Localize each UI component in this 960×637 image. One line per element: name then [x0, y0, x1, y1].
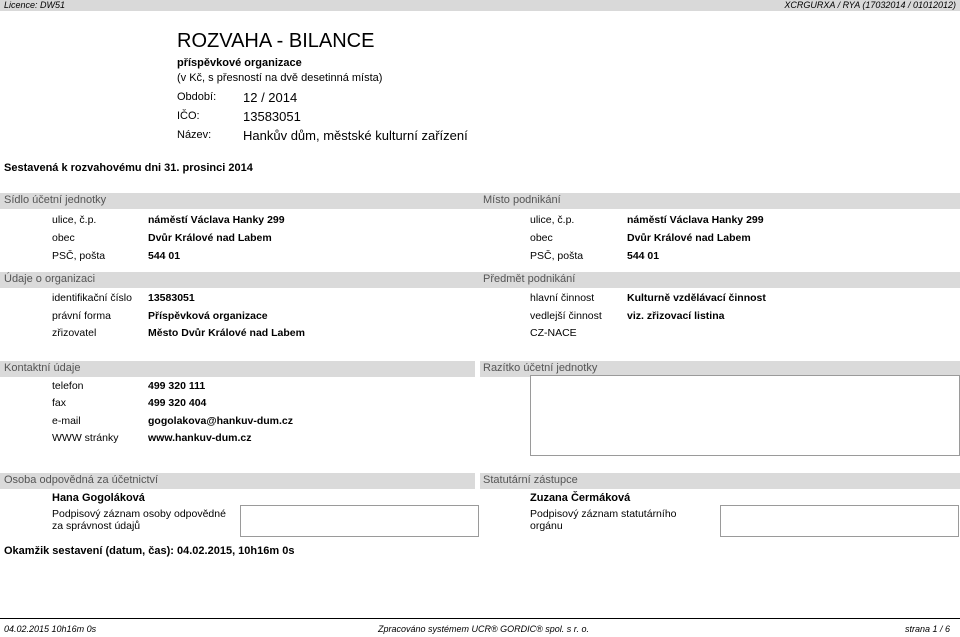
name-value: Hankův dům, městské kulturní zařízení	[243, 128, 468, 143]
seat-city-label: obec	[52, 232, 75, 244]
footer-divider	[0, 618, 960, 619]
seat-street-label: ulice, č.p.	[52, 214, 97, 226]
organization-header: Údaje o organizaci	[4, 273, 96, 285]
contact-web-value: www.hankuv-dum.cz	[148, 432, 252, 444]
org-founder-label: zřizovatel	[52, 327, 97, 339]
seat-zip-value: 544 01	[148, 250, 181, 262]
seat-street-value: náměstí Václava Hanky 299	[148, 214, 285, 226]
org-legal-label: právní forma	[52, 310, 111, 322]
org-id-label: identifikační číslo	[52, 292, 132, 304]
license-text: Licence: DW51	[4, 0, 66, 10]
stamp-box	[530, 375, 960, 456]
bp-city-value: Dvůr Králové nad Labem	[627, 232, 751, 244]
stamp-header: Razítko účetní jednotky	[483, 362, 598, 374]
contact-email-value: gogolakova@hankuv-dum.cz	[148, 415, 294, 427]
org-id-value: 13583051	[148, 292, 195, 304]
footer-system: Zpracováno systémem UCR® GORDIC® spol. s r. o.	[378, 624, 589, 634]
footer-datetime: 04.02.2015 10h16m 0s	[4, 624, 97, 634]
accountant-name: Hana Gogoláková	[52, 492, 145, 504]
contact-web-label: WWW stránky	[52, 432, 119, 444]
bs-side-value: viz. zřizovací listina	[627, 310, 725, 322]
period-label: Období:	[177, 91, 217, 103]
business-place-header: Místo podnikání	[483, 194, 561, 206]
accountant-header: Osoba odpovědná za účetnictví	[4, 474, 159, 486]
ico-value: 13583051	[243, 109, 301, 124]
name-label: Název:	[177, 129, 212, 141]
contact-phone-label: telefon	[52, 380, 84, 392]
org-founder-value: Město Dvůr Králové nad Labem	[148, 327, 305, 339]
seat-zip-label: PSČ, pošta	[52, 250, 106, 262]
bs-side-label: vedlejší činnost	[530, 310, 602, 322]
bs-main-label: hlavní činnost	[530, 292, 595, 304]
business-subject-header: Předmět podnikání	[483, 273, 576, 285]
contact-fax-value: 499 320 404	[148, 397, 207, 409]
document-title: ROZVAHA - BILANCE	[177, 30, 375, 52]
contact-header: Kontaktní údaje	[4, 362, 81, 374]
statutory-signature-box	[720, 505, 959, 537]
statutory-name: Zuzana Čermáková	[530, 492, 631, 504]
org-type: příspěvkové organizace	[177, 57, 302, 69]
ico-label: IČO:	[177, 110, 200, 122]
bp-zip-value: 544 01	[627, 250, 660, 262]
document-code: XCRGURXA / RYA (17032014 / 01012012)	[784, 0, 956, 10]
section-header-row-2	[0, 272, 960, 288]
compiled-moment: Okamžik sestavení (datum, čas): 04.02.2015, 10h16m 0s	[4, 545, 295, 557]
accountant-sig-line1: Podpisový záznam osoby odpovědné	[52, 508, 226, 520]
bp-zip-label: PSČ, pošta	[530, 250, 584, 262]
bs-main-value: Kulturně vzdělávací činnost	[627, 292, 766, 304]
statutory-header-bar	[480, 473, 960, 489]
statutory-sig-line1: Podpisový záznam statutárního	[530, 508, 677, 520]
contact-phone-value: 499 320 111	[148, 380, 206, 392]
top-bar	[0, 0, 960, 11]
unit-note: (v Kč, s přesností na dvě desetinná místa)	[177, 72, 383, 84]
period-value: 12 / 2014	[243, 90, 298, 105]
section-header-row-1	[0, 193, 960, 209]
bp-street-label: ulice, č.p.	[530, 214, 575, 226]
seat-header: Sídlo účetní jednotky	[4, 194, 107, 206]
accountant-header-bar	[0, 473, 475, 489]
seat-city-value: Dvůr Králové nad Labem	[148, 232, 272, 244]
bs-nace-label: CZ-NACE	[530, 327, 577, 339]
bp-street-value: náměstí Václava Hanky 299	[627, 214, 764, 226]
accountant-signature-box	[240, 505, 479, 537]
statutory-sig-line2: orgánu	[530, 520, 563, 532]
contact-header-bar	[0, 361, 475, 377]
compiled-note: Sestavená k rozvahovému dni 31. prosinci 2014	[4, 162, 253, 174]
statutory-header: Statutární zástupce	[483, 474, 578, 486]
bp-city-label: obec	[530, 232, 553, 244]
contact-email-label: e-mail	[52, 415, 81, 427]
contact-fax-label: fax	[52, 397, 67, 409]
footer-page: strana 1 / 6	[904, 624, 950, 634]
org-legal-value: Příspěvková organizace	[148, 310, 268, 322]
accountant-sig-line2: za správnost údajů	[52, 520, 141, 532]
